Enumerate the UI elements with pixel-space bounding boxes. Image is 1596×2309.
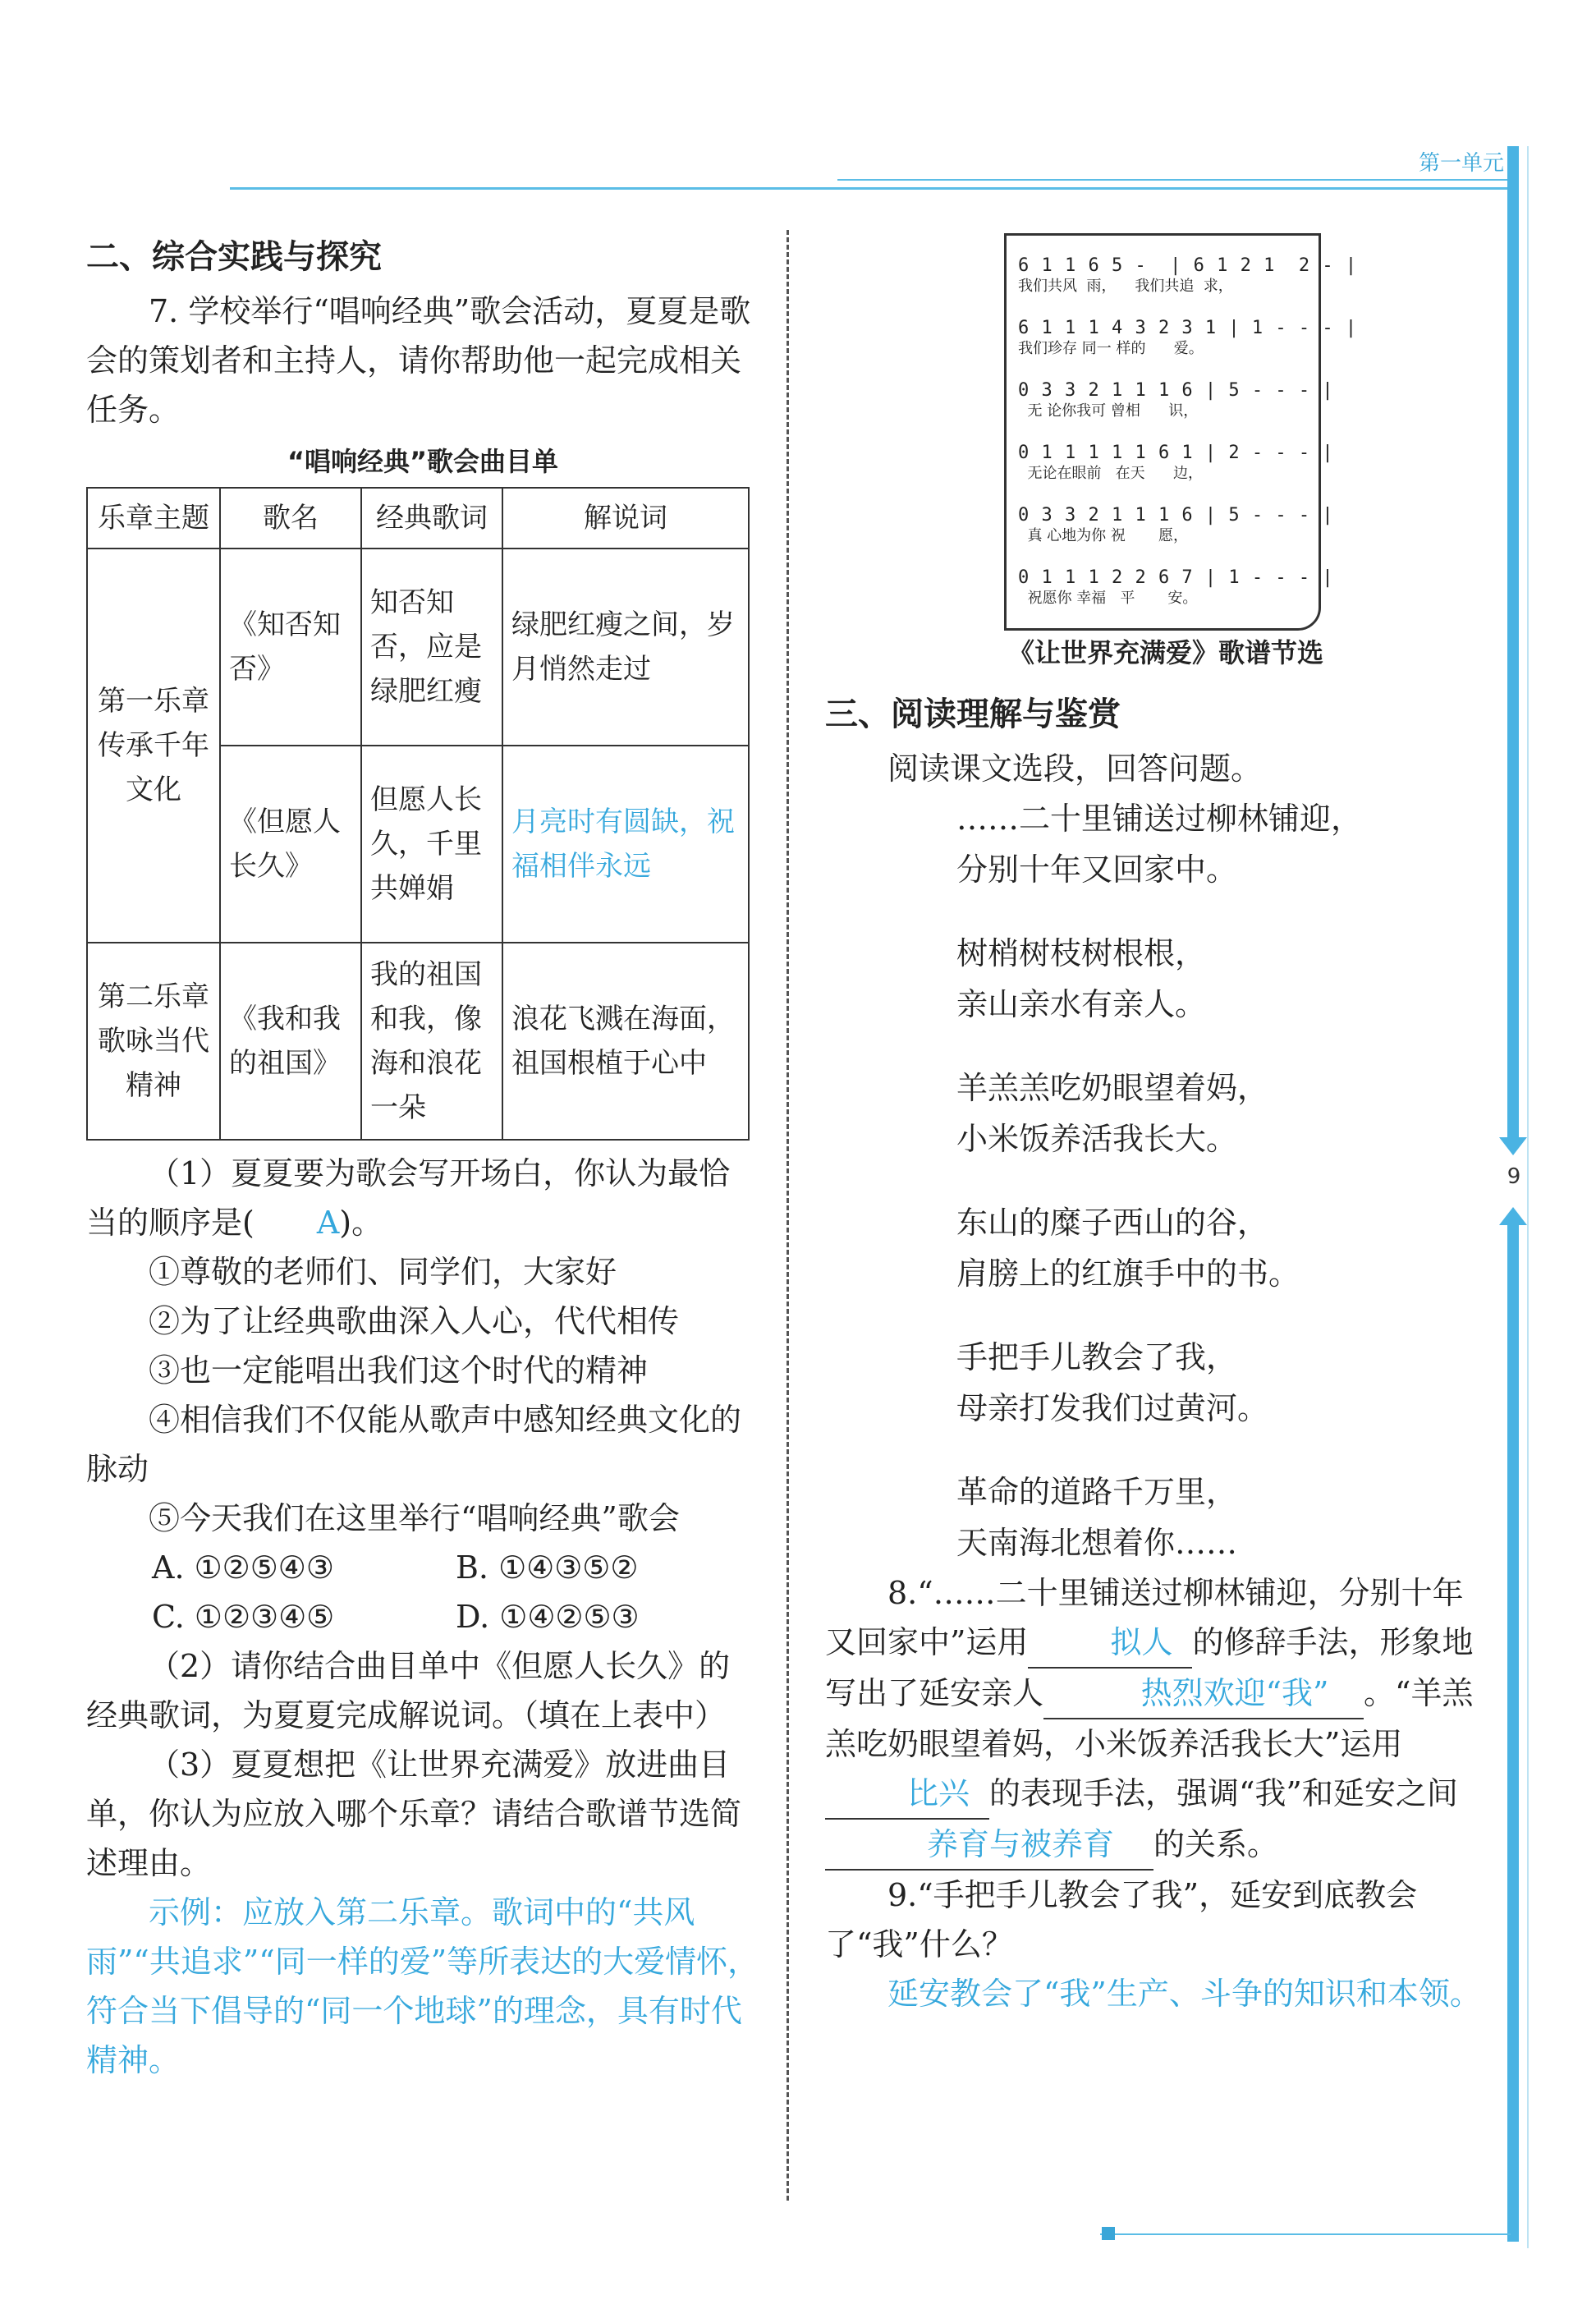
side-bar-bottom xyxy=(1507,1215,1519,2242)
section3-intro: 阅读课文选段，回答问题。 xyxy=(887,751,1263,787)
q8-part: 的修辞手法，形象地写出了延安亲人 xyxy=(825,1624,1474,1711)
table-header: 乐章主题 xyxy=(87,488,220,549)
footer-rule xyxy=(1100,2233,1511,2235)
score-line xyxy=(1018,318,1358,359)
q8-part: 8.“……二十里铺送过柳林铺迎，分别十年又回家中”运用 xyxy=(825,1575,1464,1660)
score-lyrics: 我们共风 雨， 我们共追 求， xyxy=(1018,278,1233,295)
poem-line: 亲山亲水有亲人。 xyxy=(956,986,1207,1022)
column-divider xyxy=(787,230,789,2201)
poem-line: 分别十年又回家中。 xyxy=(956,852,1238,888)
section3-title: 三、阅读理解与鉴赏 xyxy=(825,695,1121,733)
section2-title: 二、综合实践与探究 xyxy=(86,238,382,276)
q7-intro: 7. 学校举行“唱响经典”歌会活动，夏夏是歌会的策划者和主持人，请你帮助他一起完成相关任务。 xyxy=(86,293,751,428)
table-row xyxy=(87,943,749,1140)
q1-text xyxy=(86,1149,759,1247)
commentary-answer-cell: 月亮时有圆缺，祝福相伴永远 xyxy=(502,746,749,943)
poem-line: 东山的糜子西山的谷， xyxy=(956,1205,1269,1241)
table-caption: “唱响经典”歌会曲目单 xyxy=(287,446,559,477)
q8-part: 。“羊羔羔吃奶眼望着妈，小米饭养活我长大”运用 xyxy=(825,1675,1474,1762)
option-b: B. ①④③⑤② xyxy=(456,1549,639,1586)
theme-cell: 第一乐章传承千年文化 xyxy=(87,549,220,943)
header-rule-short xyxy=(837,179,1511,181)
table-header: 歌名 xyxy=(220,488,361,549)
list-item: ③也一定能唱出我们这个时代的精神 xyxy=(149,1352,649,1389)
footer-square-icon xyxy=(1102,2227,1115,2240)
list-item: ②为了让经典歌曲深入人心，代代相传 xyxy=(149,1303,680,1339)
poem-line: 小米饭养活我长大。 xyxy=(956,1121,1238,1157)
poem-line: 羊羔羔吃奶眼望着妈， xyxy=(956,1070,1269,1106)
poem-line: 革命的道路千万里， xyxy=(956,1474,1238,1510)
song-table xyxy=(86,487,750,1141)
score-notes: 0 3 3 2 1 1 1 6 | 5 - - - | xyxy=(1018,380,1334,401)
q9-text: 9.“手把手儿教会了我”，延安到底教会了“我”什么？ xyxy=(825,1877,1418,1962)
q8-answer-2: 热烈欢迎“我” xyxy=(1043,1669,1364,1719)
commentary-cell: 浪花飞溅在海面，祖国根植于心中 xyxy=(502,943,749,1140)
score-line xyxy=(1018,255,1358,296)
poem-line: 母亲打发我们过黄河。 xyxy=(956,1390,1269,1426)
poem-line: 手把手儿教会了我， xyxy=(956,1339,1238,1375)
page-number: 9 xyxy=(1507,1164,1521,1189)
song-cell: 《知否知否》 xyxy=(220,549,361,746)
unit-label: 第一单元 xyxy=(1418,151,1504,176)
score-notes: 0 3 3 2 1 1 1 6 | 5 - - - | xyxy=(1018,505,1334,526)
q8-answer-3: 比兴 xyxy=(825,1769,989,1820)
score-lyrics: 无 论你我可 曾相 识， xyxy=(1018,402,1199,420)
side-thin-line xyxy=(1527,146,1529,2248)
poem xyxy=(825,793,1490,1568)
right-column xyxy=(825,690,1490,2018)
list-item: ①尊敬的老师们、同学们，大家好 xyxy=(149,1254,617,1290)
q8-part: 的关系。 xyxy=(1153,1826,1279,1862)
option-a: A. ①②⑤④③ xyxy=(152,1549,334,1586)
score-line xyxy=(1018,380,1334,421)
score-line xyxy=(1018,443,1334,484)
q1-text-b: )。 xyxy=(339,1205,383,1241)
q8-text xyxy=(825,1568,1490,1871)
options-row xyxy=(86,1543,759,1592)
score-lyrics: 真 心地为你 祝 愿， xyxy=(1018,527,1188,544)
score-notes: 6 1 1 6 5 - | 6 1 2 1 2 - | xyxy=(1018,255,1358,276)
side-notch-top xyxy=(1499,1137,1527,1155)
score-notes: 0 1 1 1 2 2 6 7 | 1 - - - | xyxy=(1018,567,1334,588)
table-header: 解说词 xyxy=(502,488,749,549)
score-lyrics: 我们珍存 同一 样的 爱。 xyxy=(1018,340,1204,357)
music-score xyxy=(1004,233,1358,631)
lyrics-cell: 我的祖国和我，像海和浪花一朵 xyxy=(361,943,502,1140)
score-notes: 6 1 1 1 4 3 2 3 1 | 1 - - - | xyxy=(1018,318,1358,338)
q3-text: （3）夏夏想把《让世界充满爱》放进曲目单，你认为应放入哪个乐章？请结合歌谱节选简述理由。 xyxy=(86,1747,742,1881)
option-c: C. ①②③④⑤ xyxy=(152,1599,335,1635)
lyrics-cell: 知否知否，应是绿肥红瘦 xyxy=(361,549,502,746)
option-d: D. ①④②⑤③ xyxy=(456,1599,640,1635)
commentary-cell: 绿肥红瘦之间，岁月悄然走过 xyxy=(502,549,749,746)
poem-line: ……二十里铺送过柳林铺迎， xyxy=(956,801,1363,837)
table-row xyxy=(87,549,749,746)
q8-part: 的表现手法，强调“我”和延安之间 xyxy=(989,1775,1458,1811)
header-rule xyxy=(230,187,1511,190)
poem-line: 天南海北想着你…… xyxy=(956,1525,1238,1561)
score-lyrics: 无论在眼前 在天 边， xyxy=(1018,465,1203,482)
left-column xyxy=(86,232,759,2085)
lyrics-cell: 但愿人长久，千里共婵娟 xyxy=(361,746,502,943)
score-caption: 《让世界充满爱》歌谱节选 xyxy=(1007,637,1323,668)
poem-line: 树梢树枝树根根， xyxy=(956,935,1207,971)
table-header-row xyxy=(87,488,749,549)
side-bar-top xyxy=(1507,146,1519,1140)
song-cell: 《我和我的祖国》 xyxy=(220,943,361,1140)
table-header: 经典歌词 xyxy=(361,488,502,549)
side-notch-bottom xyxy=(1499,1207,1527,1225)
theme-cell: 第二乐章歌咏当代精神 xyxy=(87,943,220,1140)
score-line xyxy=(1018,505,1334,546)
q1-text-a: （1）夏夏要为歌会写开场白，你认为最恰当的顺序是( xyxy=(86,1155,731,1241)
q2-text: （2）请你结合曲目单中《但愿人长久》的经典歌词，为夏夏完成解说词。（填在上表中） xyxy=(86,1648,731,1733)
song-cell: 《但愿人长久》 xyxy=(220,746,361,943)
list-item: ⑤今天我们在这里举行“唱响经典”歌会 xyxy=(149,1500,680,1536)
options-row xyxy=(86,1592,759,1641)
score-line xyxy=(1018,567,1334,608)
score-lyrics: 祝愿你 幸福 平 安。 xyxy=(1018,590,1198,607)
list-item: ④相信我们不仅能从歌声中感知经典文化的脉动 xyxy=(86,1402,742,1487)
poem-line: 肩膀上的红旗手中的书。 xyxy=(956,1255,1300,1292)
score-notes: 0 1 1 1 1 1 6 1 | 2 - - - | xyxy=(1018,443,1334,463)
q8-answer-1: 拟人 xyxy=(1028,1618,1192,1669)
q9-answer: 延安教会了“我”生产、斗争的知识和本领。 xyxy=(887,1976,1481,2012)
q3-answer: 示例：应放入第二乐章。歌词中的“共风雨”“共追求”“同一样的爱”等所表达的大爱情怀，符合当下倡导的“同一个地球”的理念，具有时代精神。 xyxy=(86,1894,759,2078)
q8-answer-4: 养育与被养育 xyxy=(825,1820,1153,1871)
q1-answer: A xyxy=(316,1205,340,1241)
